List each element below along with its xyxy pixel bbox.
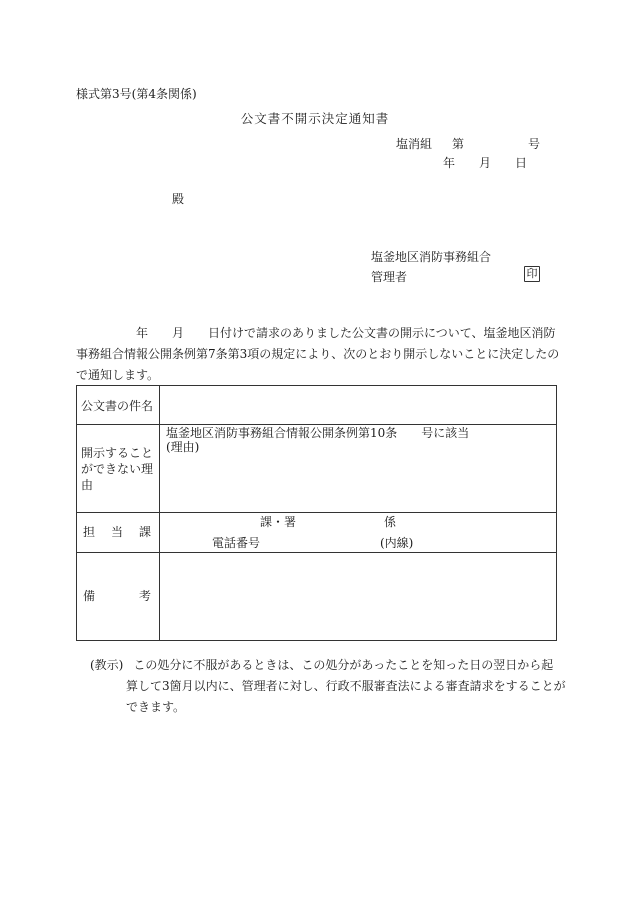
phone-label: 電話番号 bbox=[212, 536, 261, 550]
disclosure-table bbox=[76, 385, 557, 641]
sender-role: 管理者 bbox=[371, 270, 408, 284]
note-line-1 bbox=[90, 655, 560, 676]
note-line-2: 算して3箇月以内に、管理者に対し、行政不服審査法による審査請求をすることが bbox=[126, 679, 566, 693]
remarks-label-char-1: 備 bbox=[83, 589, 96, 603]
note-line-3: できます。 bbox=[126, 700, 186, 714]
body-line-3: で通知します。 bbox=[76, 368, 160, 382]
issue-date bbox=[443, 156, 527, 170]
department-label-char-1: 担 bbox=[83, 525, 96, 539]
reason-value-cell[interactable] bbox=[160, 425, 557, 513]
remarks-label-cell bbox=[77, 553, 160, 641]
body-paragraph bbox=[76, 323, 562, 386]
department-label-char-2: 当 bbox=[110, 525, 123, 539]
note-line-1-text: この処分に不服があるときは、この処分があったことを知った日の翌日から起 bbox=[133, 658, 554, 672]
department-value-cell[interactable] bbox=[160, 513, 557, 553]
appeal-instruction bbox=[90, 655, 566, 718]
sender-organization: 塩釜地区消防事務組合 bbox=[371, 250, 492, 264]
subject-label-cell bbox=[77, 386, 160, 425]
document-title: 公文書不開示決定通知書 bbox=[240, 111, 390, 126]
subject-label: 公文書の件名 bbox=[81, 399, 154, 413]
date-month: 月 bbox=[479, 156, 492, 170]
section-label: 課・署 bbox=[260, 515, 297, 529]
table-row-department bbox=[77, 513, 557, 553]
reason-clause: 塩釜地区消防事務組合情報公開条例第10条 号に該当 bbox=[166, 426, 470, 440]
seal-stamp: 印 bbox=[524, 266, 540, 282]
department-label-cell bbox=[77, 513, 160, 553]
remarks-value-cell[interactable] bbox=[160, 553, 557, 641]
reference-dai: 第 bbox=[452, 137, 465, 151]
reason-label-line-2: ができない理 bbox=[81, 462, 154, 476]
reason-heading: (理由) bbox=[166, 440, 200, 454]
body-line-1-text: 日付けで請求のありました公文書の開示について、塩釜地区消防 bbox=[208, 326, 556, 340]
body-line-2: 事務組合情報公開条例第7条第3項の規定により、次のとおり開示しないことに決定したの bbox=[76, 347, 560, 361]
body-year: 年 bbox=[136, 326, 149, 340]
reference-go: 号 bbox=[528, 137, 541, 151]
form-number: 様式第3号(第4条関係) bbox=[76, 87, 197, 101]
table-row-remarks bbox=[77, 553, 557, 641]
reference-prefix: 塩消組 bbox=[396, 137, 433, 151]
addressee-honorific: 殿 bbox=[172, 192, 185, 206]
date-year: 年 bbox=[443, 156, 456, 170]
date-day: 日 bbox=[515, 156, 528, 170]
body-month: 月 bbox=[172, 326, 185, 340]
table-row-reason bbox=[77, 425, 557, 513]
reason-label-cell bbox=[77, 425, 160, 513]
table-row-subject bbox=[77, 386, 557, 425]
note-label: (教示) bbox=[90, 658, 124, 672]
subsection-label: 係 bbox=[384, 515, 397, 529]
department-label-char-3: 課 bbox=[138, 525, 151, 539]
remarks-label-char-2: 考 bbox=[138, 589, 151, 603]
body-line-1 bbox=[76, 323, 562, 344]
subject-value-cell[interactable] bbox=[160, 386, 557, 425]
reference-number bbox=[396, 137, 540, 151]
reason-label-line-3: 由 bbox=[81, 478, 94, 492]
reason-label-line-1: 開示すること bbox=[81, 446, 154, 460]
extension-label: (内線) bbox=[380, 536, 414, 550]
